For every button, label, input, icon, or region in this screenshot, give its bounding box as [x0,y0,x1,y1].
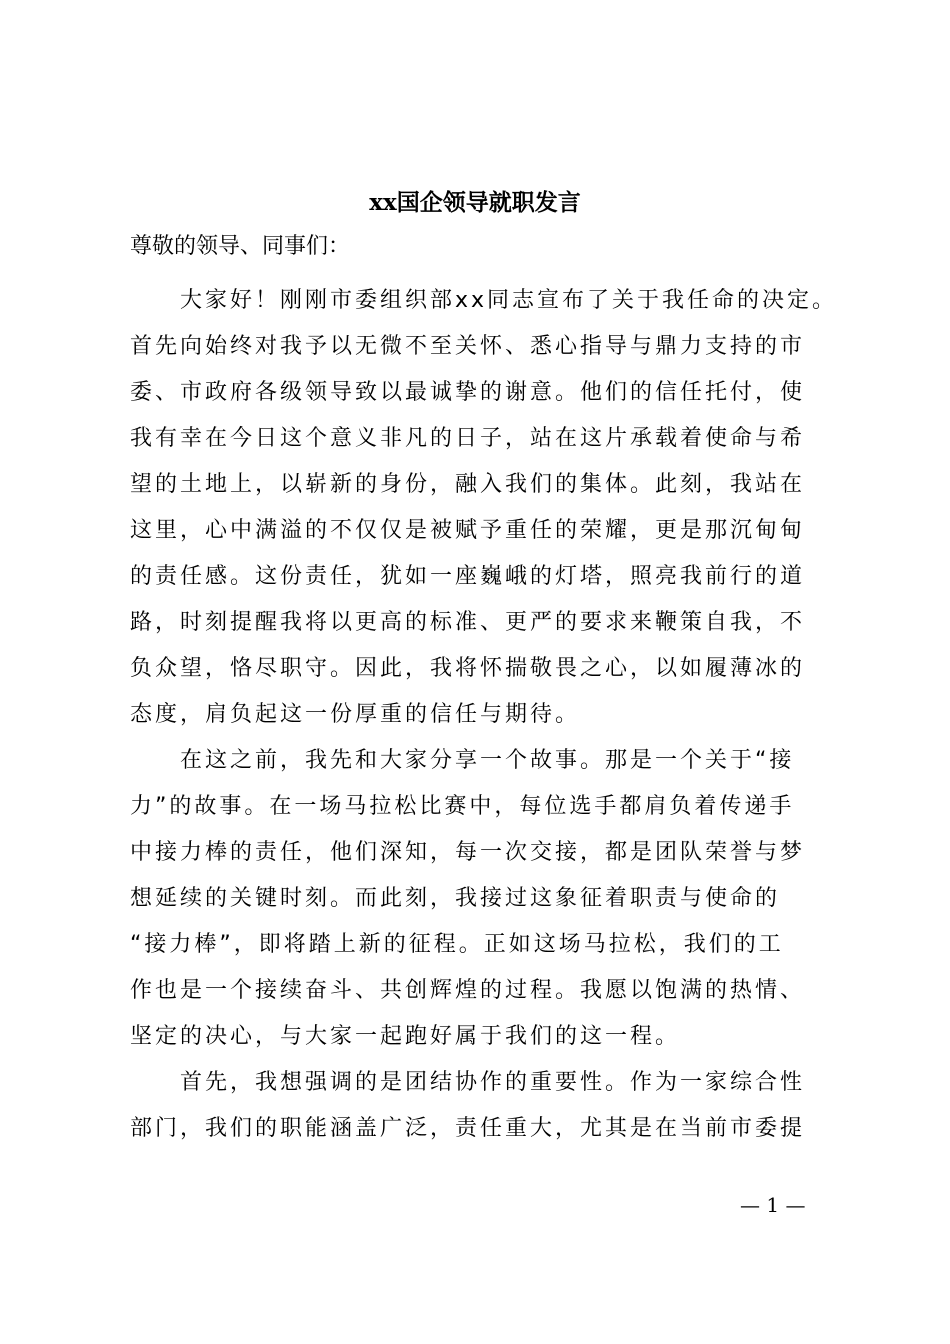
paragraph-1-line-6: 这里，心中满溢的不仅仅是被赋予重任的荣耀，更是那沉甸甸 [130,518,806,543]
salutation: 尊敬的领导、同事们： [130,234,351,259]
paragraph-2-line-1: 在这之前，我先和大家分享一个故事。那是一个关于“接 [180,748,795,773]
paragraph-2-line-7: 坚定的决心，与大家一起跑好属于我们的这一程。 [130,1024,681,1049]
paragraph-3-line-1: 首先，我想强调的是团结协作的重要性。作为一家综合性 [180,1070,806,1095]
paragraph-2-line-5: “接力棒”，即将踏上新的征程。正如这场马拉松，我们的工 [130,932,784,957]
page-number: — 1 — [740,1193,806,1217]
paragraph-3-line-2: 部门，我们的职能涵盖广泛，责任重大，尤其是在当前市委提 [130,1116,806,1141]
paragraph-1-line-8: 路，时刻提醒我将以更高的标准、更严的要求来鞭策自我，不 [130,610,806,635]
paragraph-2-line-4: 想延续的关键时刻。而此刻，我接过这象征着职责与使命的 [130,886,781,911]
paragraph-2-line-6: 作也是一个接续奋斗、共创辉煌的过程。我愿以饱满的热情、 [130,978,806,1003]
paragraph-1-line-5: 望的土地上，以崭新的身份，融入我们的集体。此刻，我站在 [130,472,806,497]
paragraph-1-line-2: 首先向始终对我予以无微不至关怀、悉心指导与鼎力支持的市 [130,334,806,359]
paragraph-1-line-4: 我有幸在今日这个意义非凡的日子，站在这片承载着使命与希 [130,426,806,451]
document-title: xx国企领导就职发言 [369,189,581,216]
paragraph-1-line-7: 的责任感。这份责任，犹如一座巍峨的灯塔，照亮我前行的道 [130,564,806,589]
paragraph-1-line-3: 委、市政府各级领导致以最诚挚的谢意。他们的信任托付，使 [130,380,806,405]
paragraph-2-line-2: 力”的故事。在一场马拉松比赛中，每位选手都肩负着传递手 [130,794,795,819]
paragraph-1-line-1: 大家好！刚刚市委组织部xx同志宣布了关于我任命的决定。 [180,288,838,313]
paragraph-2-line-3: 中接力棒的责任，他们深知，每一次交接，都是团队荣誉与梦 [130,840,806,865]
body-paragraphs [130,278,850,1152]
paragraph-1-line-9: 负众望，恪尽职守。因此，我将怀揣敬畏之心，以如履薄冰的 [130,656,806,681]
paragraph-1-line-10: 态度，肩负起这一份厚重的信任与期待。 [130,702,581,727]
